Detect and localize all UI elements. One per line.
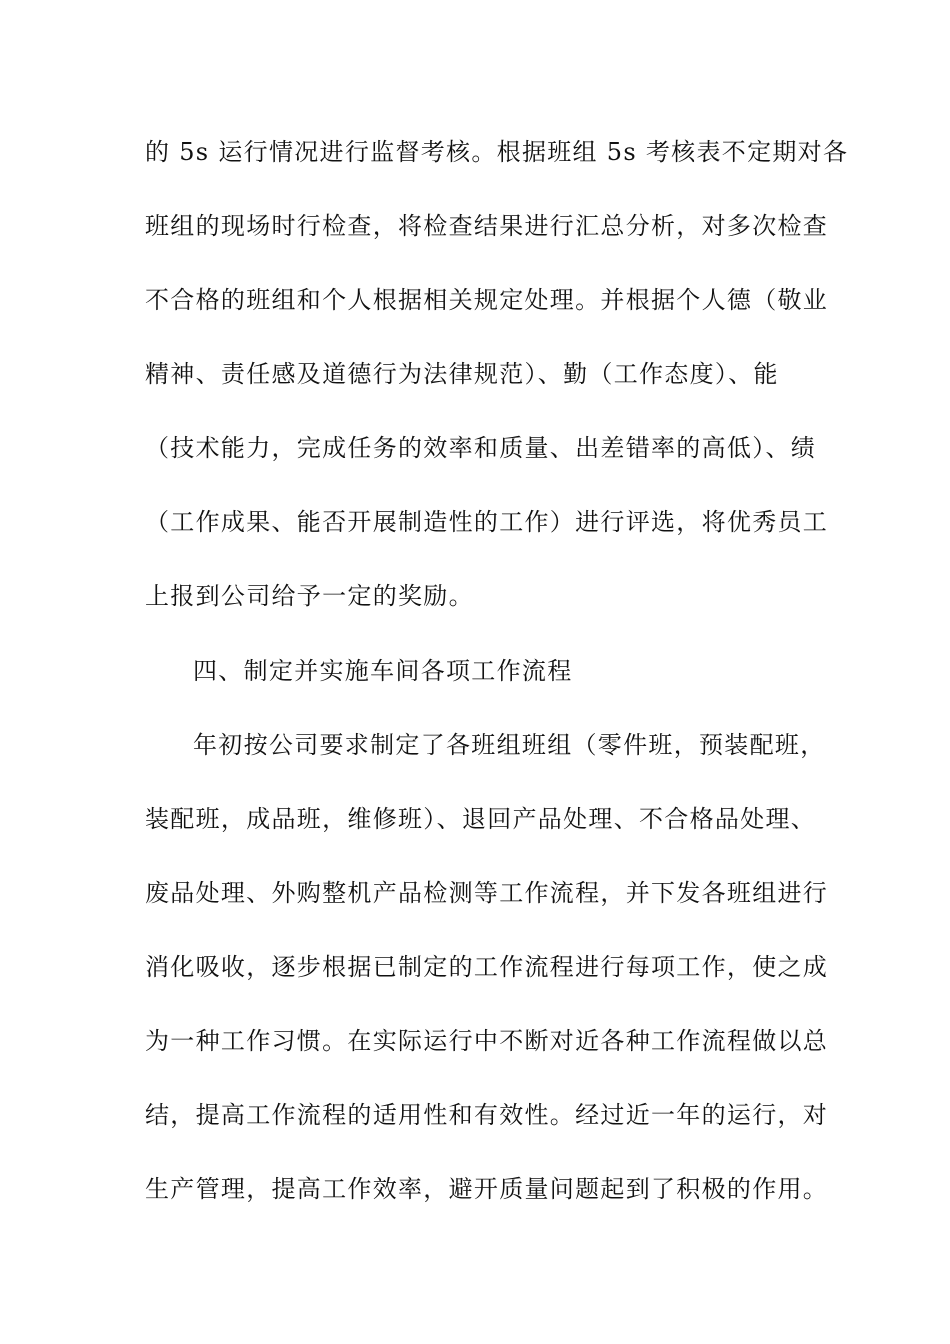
body-text-line: 为一种工作习惯。在实际运行中不断对近各种工作流程做以总 — [145, 1027, 829, 1055]
body-text-line: 生产管理，提高工作效率，避开质量问题起到了积极的作用。 — [145, 1175, 829, 1203]
body-text-line: 上报到公司给予一定的奖励。 — [145, 582, 474, 610]
body-text-line: 班组的现场时行检查，将检查结果进行汇总分析，对多次检查 — [145, 212, 829, 240]
body-text-line: 结，提高工作流程的适用性和有效性。经过近一年的运行，对 — [145, 1101, 829, 1129]
body-text-line: 废品处理、外购整机产品检测等工作流程，并下发各班组进行 — [145, 879, 829, 907]
body-text-line: 消化吸收，逐步根据已制定的工作流程进行每项工作，使之成 — [145, 953, 829, 981]
body-text-line: （工作成果、能否开展制造性的工作）进行评选，将优秀员工 — [145, 508, 829, 536]
body-text-line: （技术能力，完成任务的效率和质量、出差错率的高低）、绩 — [145, 434, 817, 462]
body-text-line: 装配班，成品班，维修班）、退回产品处理、不合格品处理、 — [145, 805, 817, 833]
body-text-line: 不合格的班组和个人根据相关规定处理。并根据个人德（敬业 — [145, 286, 829, 314]
section-heading: 四、制定并实施车间各项工作流程 — [193, 657, 573, 685]
body-text-line: 精神、责任感及道德行为法律规范）、勤（工作态度）、能 — [145, 360, 779, 388]
paragraph-first-line: 年初按公司要求制定了各班组班组（零件班，预装配班， — [193, 731, 826, 759]
body-text-line: 的 5s 运行情况进行监督考核。根据班组 5s 考核表不定期对各 — [145, 138, 849, 166]
